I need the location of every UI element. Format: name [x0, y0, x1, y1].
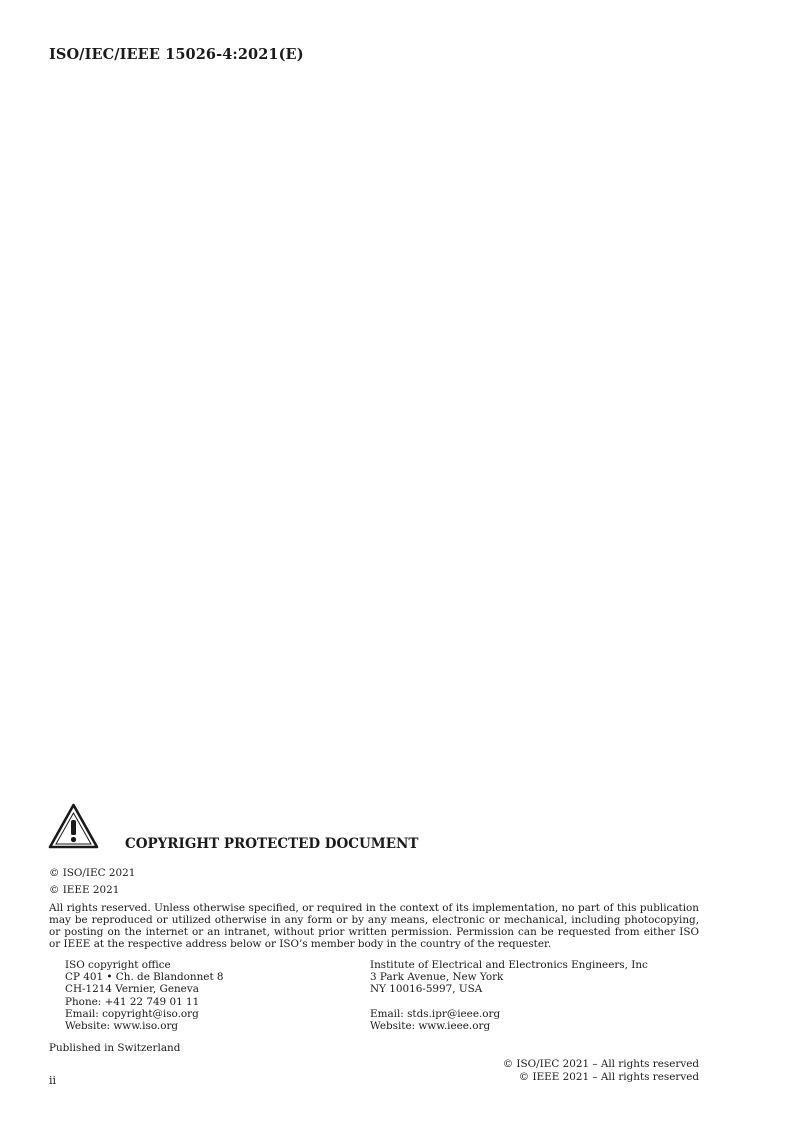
iso-website: Website: www.iso.org — [65, 1020, 179, 1033]
rights-paragraph: All rights reserved. Unless otherwise specified, or required in the context of its implementation, no part of this publication may be reproduced or utilized otherwise in any form or by any means, electronic or mechanical, including photocopying, or posting on the internet or an intranet, without prior written permission. Permission can be requested from either ISO or IEEE at the respective address below or ISO’s member body in the country of the requester. — [49, 902, 699, 950]
copyright-ieee-line: © IEEE 2021 — [49, 884, 120, 896]
footer-rights-ieee: © IEEE 2021 – All rights reserved — [518, 1071, 699, 1083]
iso-address-block — [65, 959, 224, 1032]
iso-address-line: CH-1214 Vernier, Geneva — [65, 983, 199, 996]
ieee-website: Website: www.ieee.org — [370, 1020, 491, 1033]
iso-phone: Phone: +41 22 749 01 11 — [65, 995, 200, 1008]
ieee-address-line: NY 10016-5997, USA — [370, 983, 483, 996]
ieee-address-line: Institute of Electrical and Electronics Engineers, Inc — [370, 959, 648, 971]
ieee-address-block — [370, 959, 648, 1032]
ieee-address-line: 3 Park Avenue, New York — [370, 971, 504, 984]
iso-address-line: CP 401 • Ch. de Blandonnet 8 — [65, 971, 224, 984]
published-in: Published in Switzerland — [49, 1042, 181, 1054]
footer-rights-iso: © ISO/IEC 2021 – All rights reserved — [502, 1058, 699, 1070]
iso-email: Email: copyright@iso.org — [65, 1007, 199, 1020]
copyright-iso-line: © ISO/IEC 2021 — [49, 867, 136, 879]
warning-icon — [47, 802, 100, 850]
page-number: ii — [49, 1074, 57, 1087]
document-id: ISO/IEC/IEEE 15026-4:2021(E) — [49, 46, 304, 63]
footer-rights — [503, 1058, 699, 1084]
iso-address-line: ISO copyright office — [65, 959, 171, 971]
ieee-email: Email: stds.ipr@ieee.org — [370, 1007, 501, 1020]
ieee-address-spacer — [370, 996, 648, 1008]
copyright-heading: COPYRIGHT PROTECTED DOCUMENT — [125, 836, 419, 852]
